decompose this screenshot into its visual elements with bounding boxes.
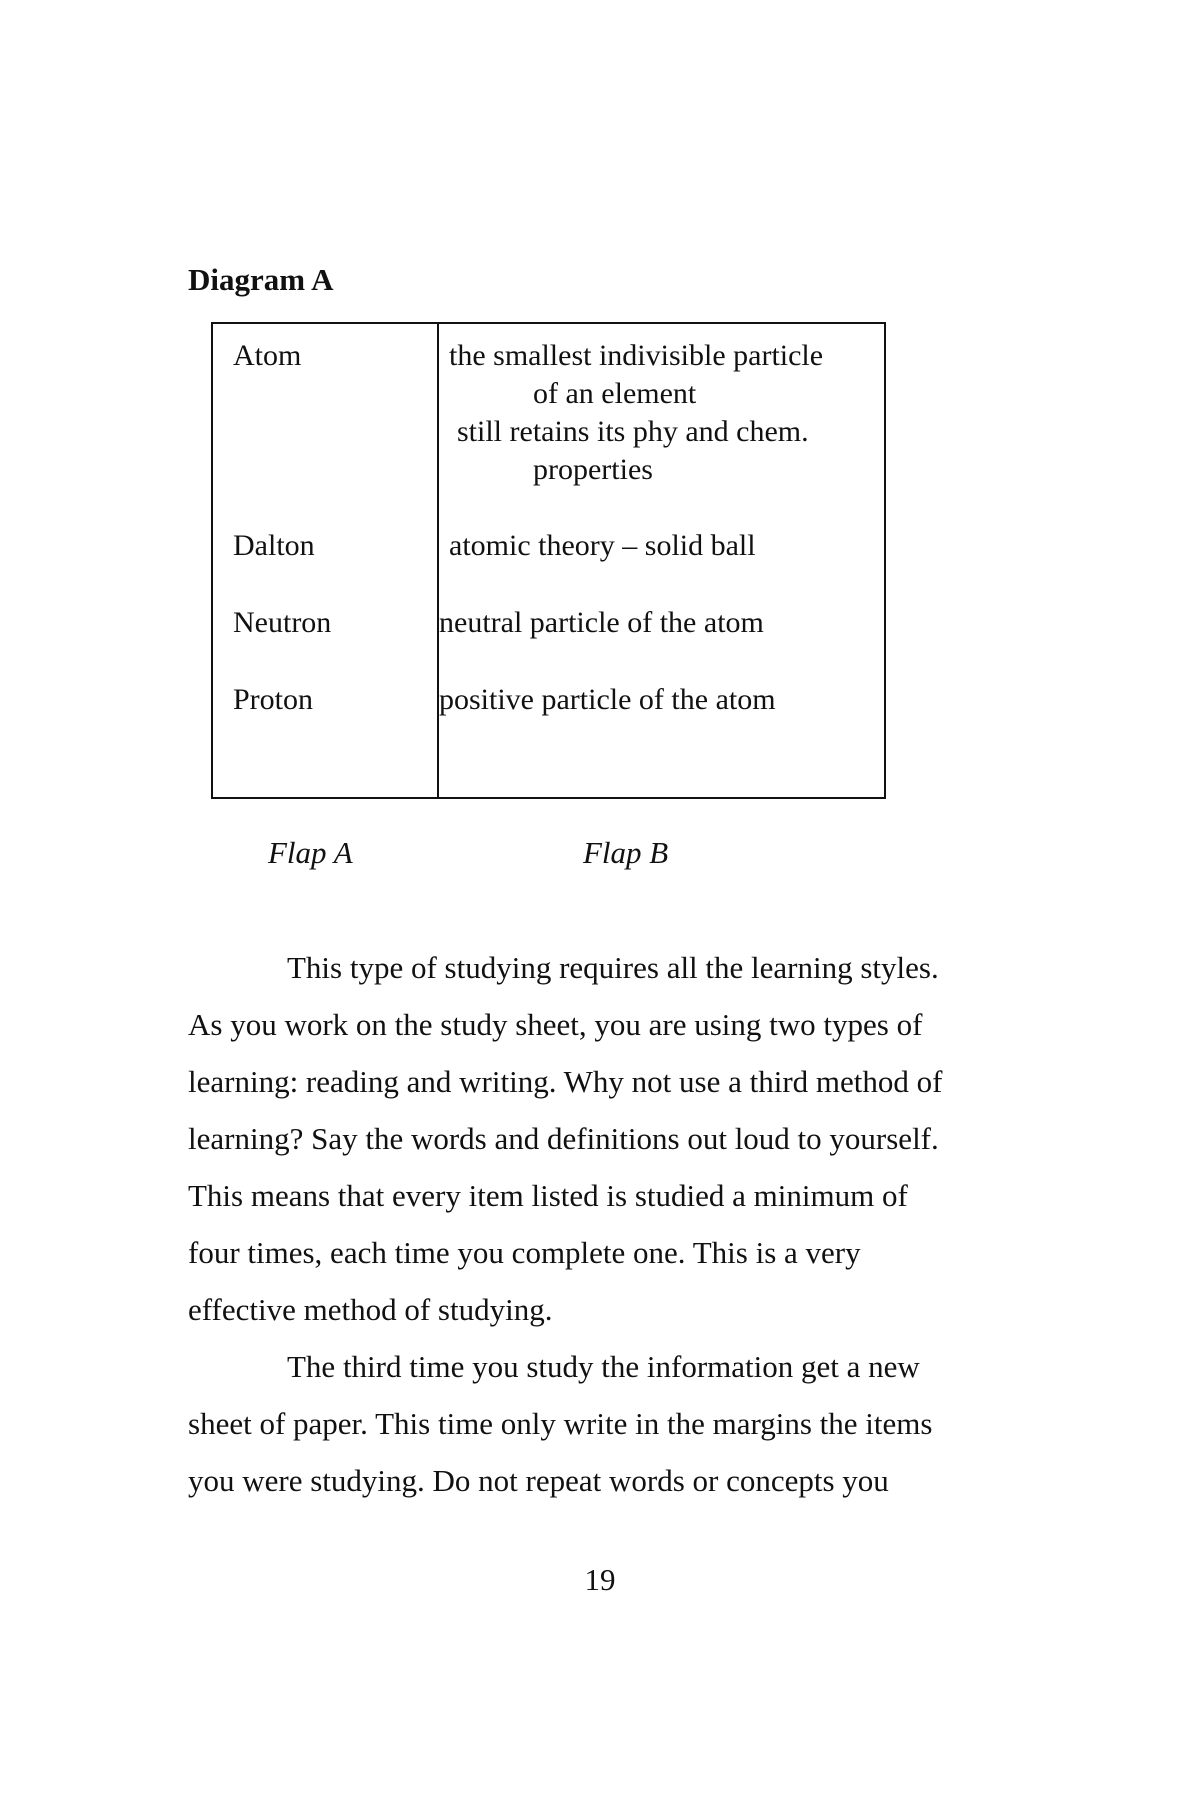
- definition-atom-line-1: the smallest indivisible particle: [449, 339, 824, 372]
- body-line-1: This type of studying requires all the learning styles.: [287, 950, 939, 985]
- term-atom: Atom: [233, 339, 302, 372]
- flap-divider: [437, 324, 439, 797]
- flap-table: [211, 322, 886, 799]
- body-line-5: This means that every item listed is studied a minimum of: [188, 1178, 908, 1213]
- definition-dalton: atomic theory – solid ball: [449, 529, 756, 562]
- definition-atom-line-4: properties: [533, 453, 653, 486]
- definition-atom-line-3: still retains its phy and chem.: [457, 415, 809, 448]
- body-line-8: The third time you study the information get a new: [287, 1349, 920, 1384]
- definition-atom-line-2: of an element: [533, 377, 697, 410]
- flap-a-label: Flap A: [268, 835, 353, 870]
- flap-b-label: Flap B: [583, 835, 669, 870]
- body-line-10: you were studying. Do not repeat words or concepts you: [188, 1463, 889, 1498]
- body-line-2: As you work on the study sheet, you are using two types of: [188, 1007, 923, 1042]
- definition-neutron: neutral particle of the atom: [439, 606, 764, 639]
- body-line-6: four times, each time you complete one. This is a very: [188, 1235, 861, 1270]
- term-proton: Proton: [233, 683, 314, 716]
- body-line-9: sheet of paper. This time only write in the margins the items: [188, 1406, 933, 1441]
- term-neutron: Neutron: [233, 606, 332, 639]
- definition-proton: positive particle of the atom: [439, 683, 776, 716]
- body-line-7: effective method of studying.: [188, 1292, 553, 1327]
- body-line-3: learning: reading and writing. Why not use a third method of: [188, 1064, 943, 1099]
- term-dalton: Dalton: [233, 529, 315, 562]
- body-line-4: learning? Say the words and definitions out loud to yourself.: [188, 1121, 939, 1156]
- diagram-title: Diagram A: [188, 262, 334, 297]
- page-number: 19: [584, 1562, 616, 1597]
